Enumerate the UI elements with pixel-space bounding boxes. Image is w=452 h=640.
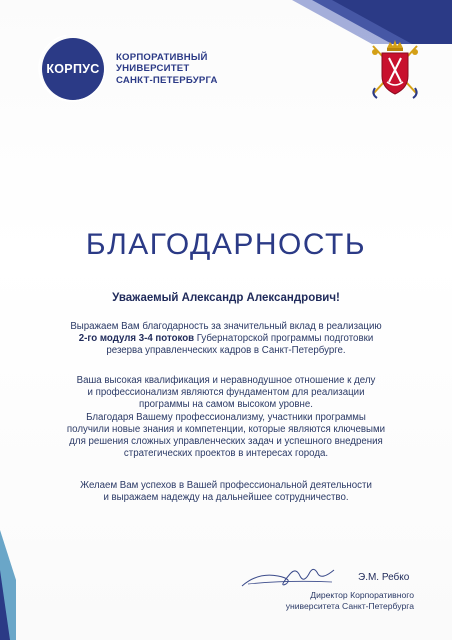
korpus-logo-mark — [42, 38, 104, 100]
signatory-position-line2: университета Санкт-Петербурга — [285, 600, 414, 611]
saint-petersburg-coat-of-arms-icon — [365, 38, 425, 100]
signatory-name: Э.М. Ребко — [358, 572, 410, 583]
paragraph-line: стратегических проектов в интересах города. — [123, 448, 329, 460]
paragraph-line: и выражаем надежду на дальнейшее сотрудничество. — [103, 492, 349, 504]
signatory-position — [286, 590, 414, 611]
paragraph-gratitude-line2-rest: Губернаторской программы подготовки — [194, 333, 374, 345]
paragraph-gratitude-line2 — [20, 333, 432, 345]
paragraph-line: Желаем Вам успехов в Вашей профессиональной деятельности — [80, 480, 372, 491]
paragraph-wishes — [20, 480, 432, 504]
greeting: Уважаемый Александр Александрович! — [112, 292, 340, 304]
paragraph-qualification — [20, 375, 432, 460]
university-logo — [42, 38, 218, 100]
paragraph-line: получили новые знания и компетенции, которые являются ключевыми — [66, 423, 386, 435]
paragraph-line: Ваша высокая квалификация и неравнодушное отношение к делу — [76, 375, 376, 386]
paragraph-line: программы на самом высоком уровне. — [139, 399, 313, 411]
paragraph-gratitude-line1: Выражаем Вам благодарность за значительный вклад в реализацию — [70, 321, 382, 332]
paragraph-line: для решения сложных управленческих задач и успешного внедрения — [69, 436, 383, 448]
document-title: БЛАГОДАРНОСТЬ — [85, 228, 367, 261]
paragraph-gratitude — [20, 321, 432, 358]
logo-ring-icon — [37, 33, 107, 103]
paragraph-line: Благодаря Вашему профессионализму, участники программы — [86, 411, 366, 423]
university-name-line3: САНКТ-ПЕТЕРБУРГА — [116, 74, 218, 86]
corner-decoration-bottom-left — [0, 530, 16, 640]
logo-mark-text: КОРПУС — [46, 62, 100, 76]
university-name — [116, 52, 218, 87]
paragraph-line: и профессионализм являются фундаментом для реализации — [87, 387, 365, 399]
paragraph-gratitude-line3: резерва управленческих кадров в Санкт-Петербурге. — [106, 345, 346, 357]
signatory-position-line1: Директор Корпоративного — [310, 590, 414, 600]
university-name-line2: УНИВЕРСИТЕТ — [116, 63, 190, 75]
university-name-line1: КОРПОРАТИВНЫЙ — [116, 51, 208, 63]
module-highlight: 2-го модуля 3-4 потоков — [78, 333, 195, 345]
handwritten-signature — [238, 562, 338, 590]
